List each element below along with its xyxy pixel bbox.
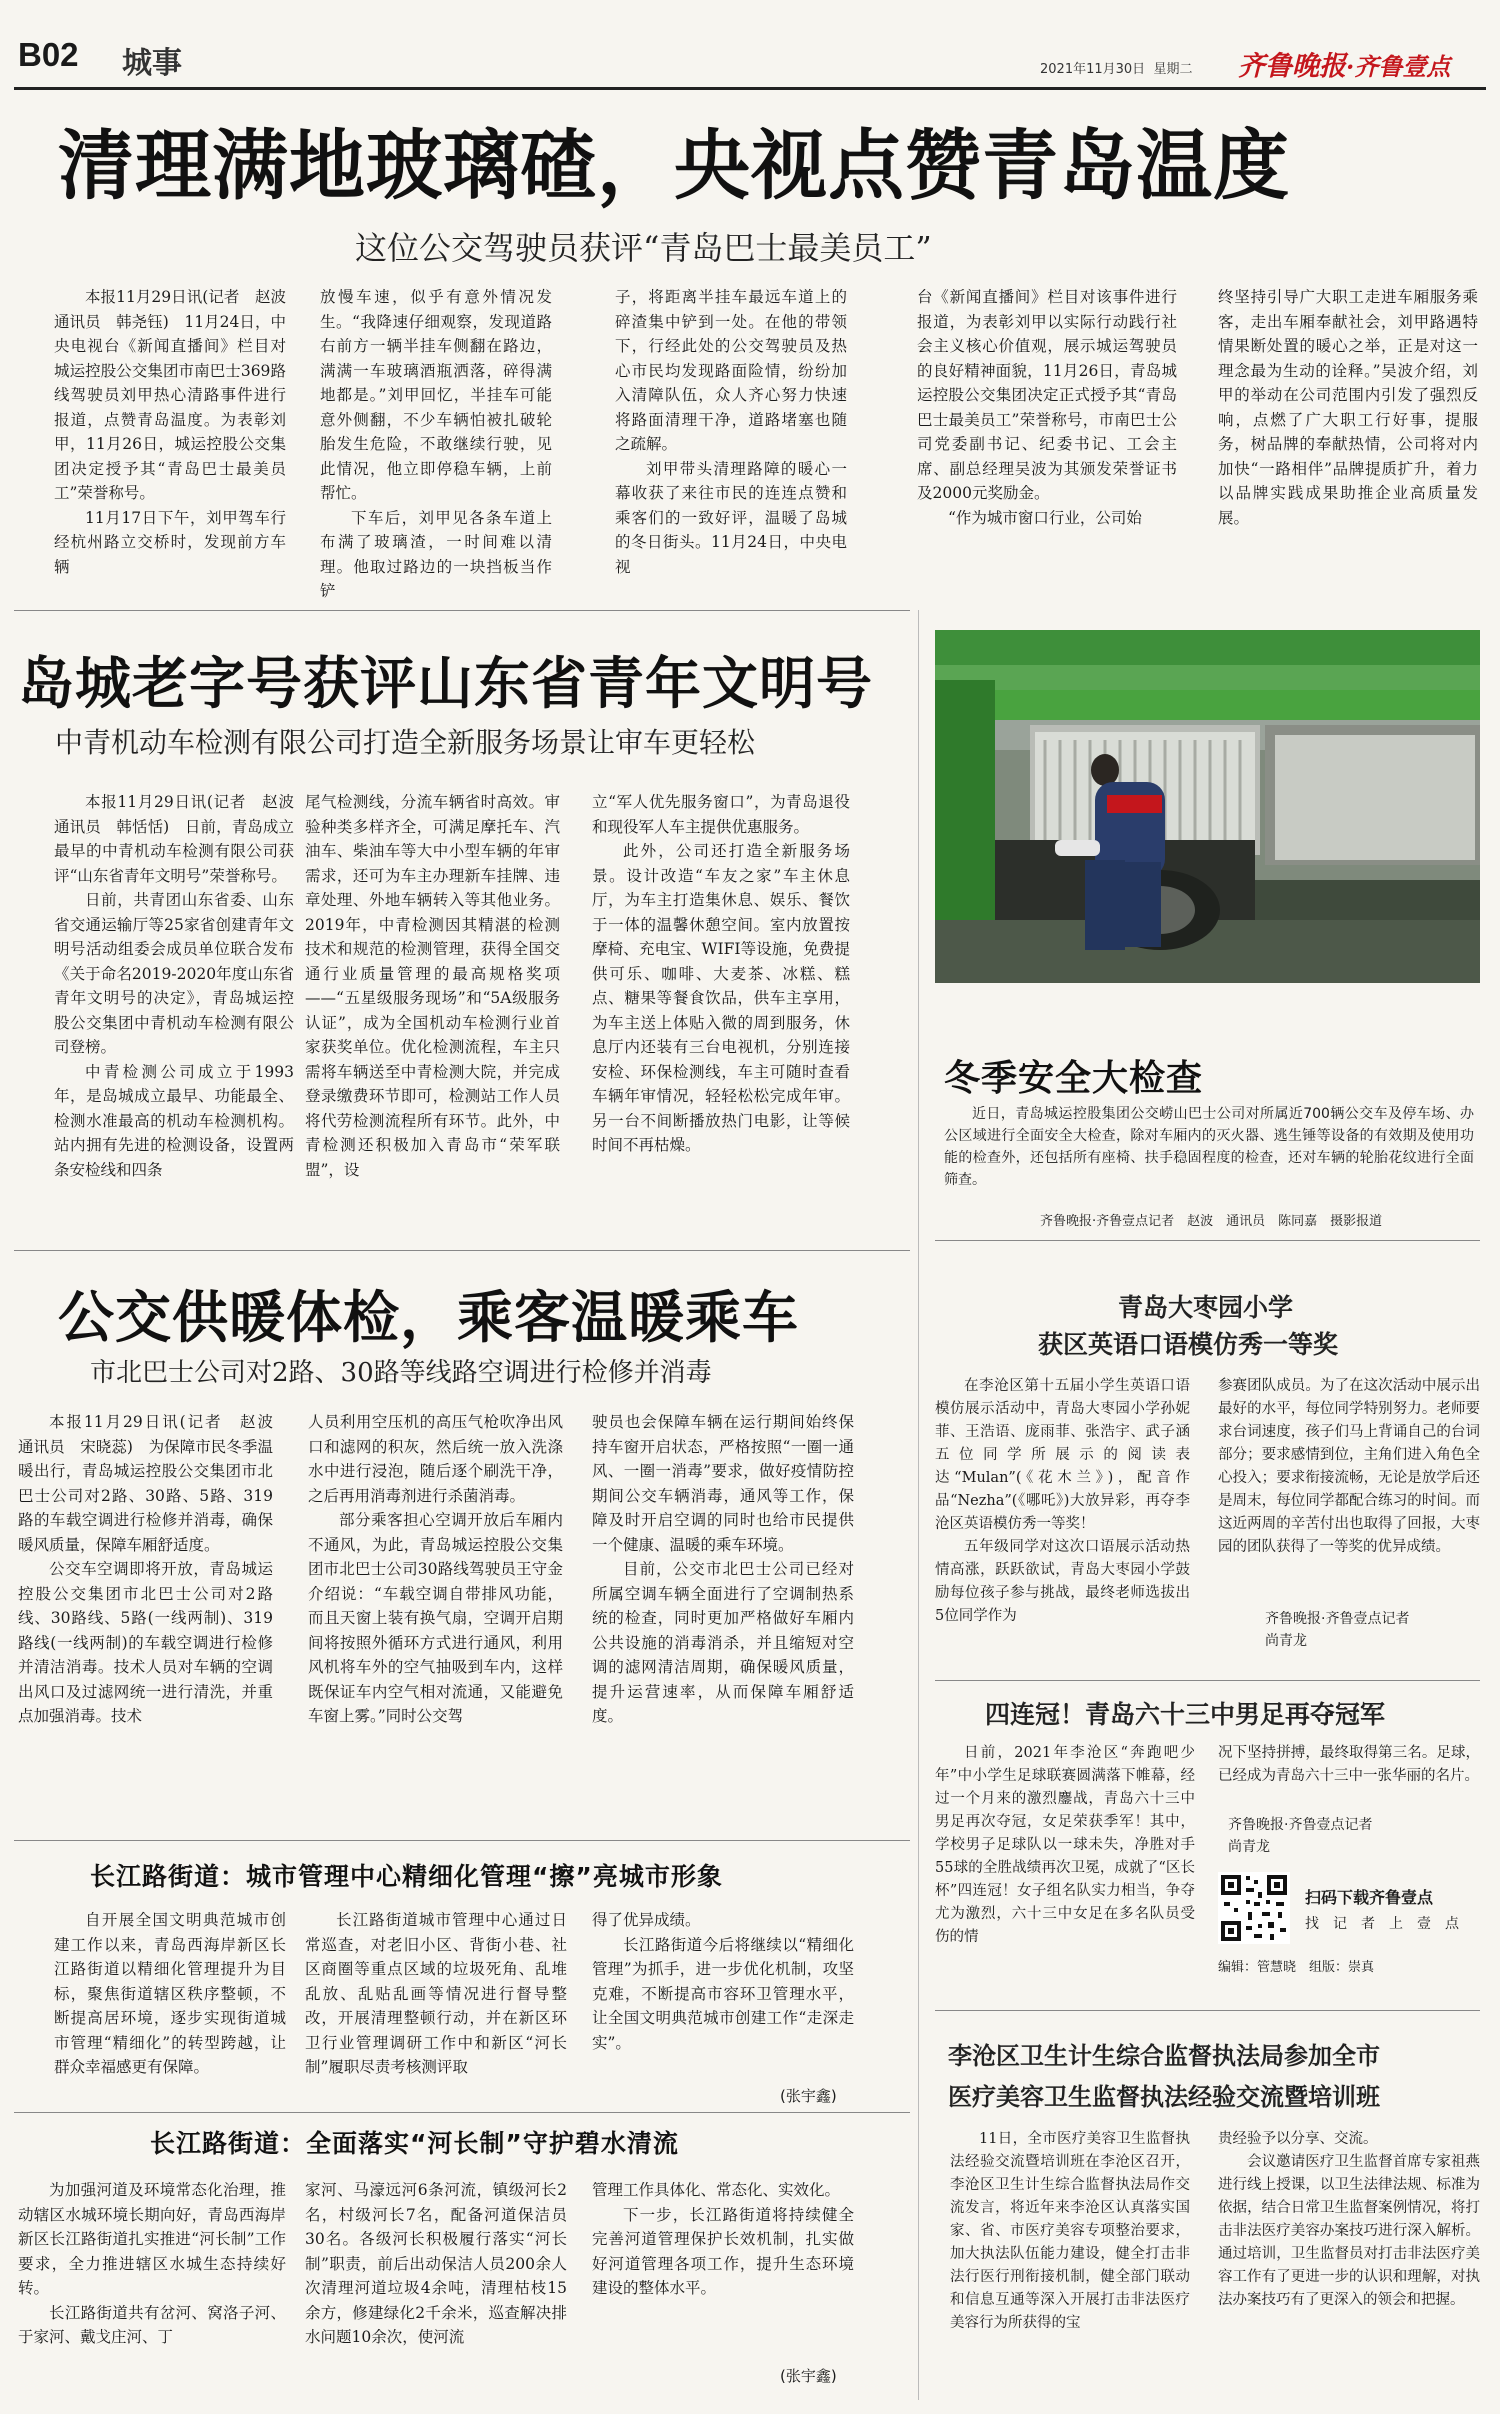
article1-title: 清理满地玻璃碴，央视点赞青岛温度: [58, 121, 1290, 210]
article8-col1: 11日，全市医疗美容卫生监督执法经验交流暨培训班在李沧区召开，李沧区卫生计生综合监督执法局作交流发言，将近年来李沧区认真落实国家、省、市医疗美容专项整治要求，加大执法队伍能力建设，健全打击非法行医行刑衔接机制，健全部门联动和信息互通等深入开展打击非法医疗美容行为所获得的宝: [950, 2131, 1190, 2331]
divider-1: [14, 610, 910, 611]
divider-right-3: [935, 2010, 1480, 2011]
article6-col2: 参赛团队成员。为了在这次活动中展示出最好的水平，每位同学特别努力。老师要求台词速度，孩子们马上背诵自己的台词部分；要求感情到位，主角们进入角色全心投入；要求衔接流畅，无论是放学后还是周末，每位同学都配合练习的时间。而这近两周的辛苦付出也取得了回报，大枣园的团队获得了一等奖的优异成绩。: [1218, 1378, 1480, 1555]
article8-title-line2: 医疗美容卫生监督执法经验交流暨培训班: [948, 2082, 1380, 2111]
article7-col2: 况下坚持拼搏，最终取得第三名。足球，已经成为青岛六十三中一张华丽的名片。: [1218, 1745, 1480, 1784]
page-number: [18, 36, 104, 82]
article3-col1: 本报11月29日讯(记者 赵波 通讯员 宋晓蕊) 为保障市民冬季温暖出行，青岛城运控股公交集团市北巴士公司对2路、30路、5路、319路的车载空调进行检修并消毒，确保暖风质量，保障车厢舒适度。 公交车空调即将开放，青岛城运控股公交集团市北巴士公司对2路线、30路线、5路(一线两制)、319路线(一线两制)的车载空调进行检修并清洁消毒。技术人员对车辆的空调出风口及过滤网统一进行清洗，并重点加强消毒。技术: [18, 1413, 289, 1725]
article3-subtitle: 市北巴士公司对2路、30路等线路空调进行检修并消毒: [90, 1358, 712, 1388]
article5-author: (张宇鑫): [780, 2367, 837, 2385]
divider-right-1: [935, 1240, 1480, 1241]
photo-story-caption: 近日，青岛城运控股集团公交崂山巴士公司对所属近700辆公交车及停车场、办公区域进行全面安全大检查，除对车厢内的灭火器、逃生锤等设备的有效期及使用功能的检查外，还包括所有座椅、扶手稳固程度的检查，还对车辆的轮胎花纹进行全面筛查。: [944, 1106, 1474, 1188]
article7-col1: 日前，2021年李沧区“奔跑吧少年”中小学生足球联赛圆满落下帷幕，经过一个月来的激烈鏖战，青岛六十三中男足再次夺冠，女足荣获季军！其中，学校男子足球队以一球未失，净胜对手55球的全胜战绩再次卫冕，成就了“区长杯”四连冠！女子组名队实力相当，争夺尤为激烈，六十三中女足在多名队员受伤的情: [935, 1745, 1195, 1945]
divider-2: [14, 1250, 910, 1251]
divider-4: [14, 2112, 910, 2113]
article2-col1: 本报11月29日讯(记者 赵波 通讯员 韩恬恬) 日前，青岛成立最早的中青机动车检测有限公司获评“山东省青年文明号”荣誉称号。 日前，共青团山东省委、山东省交通运输厅等25家省创建青年文明号活动组委会成员单位联合发布《关于命名2019-2020年度山东省青年文明号的决定》，青岛城运控股公交集团中青机动车检测有限公司登榜。 中青检测公司成立于1993年，是岛城成立最早、功能最全、检测水准最高的机动车检测机构。站内拥有先进的检测设备，设置两条安检线和四条: [54, 793, 310, 1179]
article1-col4: 台《新闻直播间》栏目对该事件进行报道，为表彰刘甲以实际行动践行社会主义核心价值观，展示城运驾驶员的良好精神面貌，11月26日，青岛城运控股公交集团决定正式授予其“青岛巴士最美员工”荣誉称号，市南巴士公司党委副书记、纪委书记、工会主席、副总经理吴波为其颁发荣誉证书及2000元奖励金。 “作为城市窗口行业，公司始: [917, 288, 1177, 527]
article4-col2: 长江路街道城市管理中心通过日常巡查，对老旧小区、背街小巷、社区商圈等重点区域的垃圾死角、乱堆乱放、乱贴乱画等情况进行督导整改，开展清理整顿行动，并在新区环卫行业管理调研工作中和新区“河长制”履职尽责考核测评取: [305, 1911, 567, 2076]
bus-inspection-photo: [935, 630, 1480, 983]
article4-col3: 得了优异成绩。 长江路街道今后将继续以“精细化管理”为抓手，进一步优化机制，攻坚克难，不断提高市容环卫管理水平，让全国文明典范城市创建工作“走深走实”。: [592, 1911, 854, 2052]
article1-subtitle: 这位公交驾驶员获评“青岛巴士最美员工”: [355, 229, 932, 267]
divider-3: [14, 1840, 910, 1841]
brand-logo: 齐鲁晚报·齐鲁壹点: [1238, 51, 1451, 82]
article4-col1: 自开展全国文明典范城市创建工作以来，青岛西海岸新区长江路街道以精细化管理提升为目标，聚焦街道辖区秩序整顿，不断提高居环境，逐步实现街道城市管理“精细化”的转型跨越，让群众幸福感更有保障。: [54, 1911, 286, 2076]
photo-story-title: 冬季安全大检查: [944, 1058, 1204, 1099]
editor-credit: 编辑：管慧晓 组版：崇真: [1218, 1960, 1375, 1975]
article2-subtitle: 中青机动车检测有限公司打造全新服务场景让审车更轻松: [55, 726, 756, 759]
article1-col3: 子，将距离半挂车最远车道上的碎渣集中铲到一处。在他的带领下，行经此处的公交驾驶员及热心市民均发现路面险情，纷纷加入清障队伍，众人齐心努力快速将路面清理干净，道路堵塞也随之疏解。 刘甲带头清理路障的暖心一幕收获了来往市民的连连点赞和乘客们的一致好评，温暖了岛城的冬日街头。11月24日，中央电视: [615, 288, 847, 576]
article6-credit: 齐鲁晚报·齐鲁壹点记者 尚青龙: [1265, 1611, 1410, 1649]
page-code: B02: [18, 36, 79, 73]
article5-col3: 管理工作具体化、常态化、实效化。 下一步，长江路街道将持续健全完善河道管理保护长效机制，扎实做好河道管理各项工作，提升生态环境建设的整体水平。: [592, 2181, 854, 2297]
article1-col1: 本报11月29日讯(记者 赵波 通讯员 韩尧钰) 11月24日，中央电视台《新闻直播间》栏目对城运控股公交集团市南巴士369路线驾驶员刘甲热心清路事件进行报道，点赞青岛温度。为表彰刘甲，11月26日，城运控股公交集团决定授予其“青岛巴士最美员工”荣誉称号。 11月17日下午，刘甲驾车行经杭州路立交桥时，发现前方车辆: [54, 288, 302, 576]
section-name: 城事: [122, 46, 182, 81]
article2-title: 岛城老字号获评山东省青年文明号: [18, 652, 873, 717]
qr-code-icon: [1218, 1872, 1290, 1944]
article4-title: 长江路街道：城市管理中心精细化管理“擦”亮城市形象: [90, 1862, 723, 1891]
article3-col2: 人员利用空压机的高压气枪吹净出风口和滤网的积灰，然后统一放入洗涤水中进行浸泡，随后逐个刷洗干净，之后再用消毒剂进行杀菌消毒。 部分乘客担心空调开放后车厢内不通风，为此，青岛城运控股公交集团市北巴士公司30路线驾驶员王守金介绍说：“车载空调自带排风功能，而且天窗上装有换气扇，空调开启期间将按照外循环方式进行通风，利用风机将车外的空气抽吸到车内，这样既保证车内空气相对流通，又能避免车窗上雾。”同时公交驾: [308, 1413, 563, 1725]
qr-caption: 扫码下载齐鲁壹点 找 记 者 上 壹 点: [1305, 1888, 1459, 1932]
article5-col1: 为加强河道及环境常态化治理，推动辖区水城环境长期向好，青岛西海岸新区长江路街道扎实推进“河长制”工作要求，全力推进辖区水城生态持续好转。 长江路街道共有岔河、窝洛子河、于家河、戴戈庄河、丁: [18, 2181, 286, 2346]
article8-title-line1: 李沧区卫生计生综合监督执法局参加全市: [948, 2041, 1380, 2070]
article6-title-line1: 青岛大枣园小学: [1118, 1293, 1294, 1322]
article6-col1: 在李沧区第十五届小学生英语口语模仿展示活动中，青岛大枣园小学孙妮菲、王浩语、庞雨菲、张浩宇、武子涵五位同学所展示的阅读表达“Mulan”(《花木兰》)，配音作品“Nezha”(《哪吒》)大放异彩，再夺李沧区英语模仿秀一等奖！ 五年级同学对这次口语展示活动热情高涨，跃跃欲试，青岛大枣园小学鼓励每位孩子参与挑战，最终老师选拔出5位同学作为: [935, 1378, 1190, 1624]
article3-title: 公交供暖体检，乘客温暖乘车: [58, 1286, 799, 1351]
header-rule: [14, 87, 1486, 90]
article3-col3: 驶员也会保障车辆在运行期间始终保持车窗开启状态，严格按照“一圈一通风、一圈一消毒”要求，做好疫情防控期间公交车辆消毒，通风等工作，保障及时开启空调的同时也给市民提供一个健康、温暖的乘车环境。 目前，公交市北巴士公司已经对所属空调车辆全面进行了空调制热系统的检查，同时更加严格做好车厢内公共设施的消毒消杀，并且缩短对空调的滤网清洁周期，确保暖风质量，提升运营速率，从而保障车厢舒适度。: [592, 1413, 854, 1725]
article7-title: 四连冠！青岛六十三中男足再夺冠军: [985, 1700, 1386, 1729]
qr-code[interactable]: [1218, 1872, 1290, 1944]
article2-col3: 立“军人优先服务窗口”，为青岛退役和现役军人车主提供优惠服务。 此外，公司还打造全新服务场景。设计改造“车友之家”车主休息厅，为车主打造集休息、娱乐、餐饮于一体的温馨休憩空间。室内放置按摩椅、充电宝、WIFI等设施，免费提供可乐、咖啡、大麦茶、冰糕、糕点、糖果等餐食饮品，供车主享用，为车主送上体贴入微的周到服务，休息厅内还装有三台电视机，分别连接安检、环保检测线，车主可随时查看车辆年审情况，轻轻松松完成年审。另一台不间断播放热门电影，让等候时间不再枯燥。: [592, 793, 850, 1154]
photo-story-credit: 齐鲁晚报·齐鲁壹点记者 赵波 通讯员 陈同嘉 摄影报道: [1040, 1214, 1383, 1229]
article5-col2: 家河、马濠远河6条河流，镇级河长2名，村级河长7名，配备河道保洁员30名。各级河长积极履行落实“河长制”职责，前后出动保洁人员200余人次清理河道垃圾4余吨，清理枯枝15余方，修建绿化2千余米，巡查解决排水问题10余次，使河流: [305, 2181, 567, 2346]
article2-col2: 尾气检测线，分流车辆省时高效。审验种类多样齐全，可满足摩托车、汽油车、柴油车等大中小型车辆的年审需求，还可为车主办理新车挂牌、违章处理、外地车辆转入等其他业务。2019年，中青检测因其精湛的检测技术和规范的检测管理，获得全国交通行业质量管理的最高规格奖项——“五星级服务现场”和“5A级服务认证”，成为全国机动车检测行业首家获奖单位。优化检测流程，车主只需将车辆送至中青检测大院，并完成登录缴费环节即可，检测站工作人员将代劳检测流程所有环节。此外，中青检测还积极加入青岛市“荣军联盟”，设: [305, 793, 560, 1179]
article6-title-line2: 获区英语口语模仿秀一等奖: [1038, 1330, 1339, 1359]
issue-date: 2021年11月30日 星期二: [1040, 62, 1193, 77]
article4-author: (张宇鑫): [780, 2087, 837, 2105]
photo-illustration: [935, 630, 1480, 983]
article8-col2: 贵经验予以分享、交流。 会议邀请医疗卫生监督首席专家祖燕进行线上授课，以卫生法律法规、标准为依据，结合日常卫生监督案例情况，将打击非法医疗美容办案技巧进行深入解析。通过培训，卫生监督员对打击非法医疗美容工作有了更进一步的认识和理解，对执法办案技巧有了更深入的领会和把握。: [1218, 2131, 1480, 2308]
article5-title: 长江路街道：全面落实“河长制”守护碧水清流: [150, 2129, 679, 2158]
gutter-rule: [918, 610, 919, 2400]
article1-col5: 终坚持引导广大职工走进车厢服务乘客，走出车厢奉献社会，刘甲路遇特情果断处置的暖心之举，正是对这一理念最为生动的诠释。”吴波介绍，刘甲的举动在公司范围内引发了强烈反响，点燃了广大职工行好事，提服务，树品牌的奉献热情，公司将对内加快“一路相伴”品牌提质扩升，着力以品牌实践成果助推企业高质量发展。: [1218, 288, 1478, 527]
article1-col2: 放慢车速，似乎有意外情况发生。“我降速仔细观察，发现道路右前方一辆半挂车侧翻在路边，满满一车玻璃酒瓶洒落，碎得满地都是。”刘甲回忆，半挂车可能意外侧翻，不少车辆怕被扎破轮胎发生危险，不敢继续行驶，见此情况，他立即停稳车辆，上前帮忙。 下车后，刘甲见各条车道上布满了玻璃渣，一时间难以清理。他取过路边的一块挡板当作铲: [320, 288, 552, 600]
divider-right-2: [935, 1680, 1480, 1681]
article7-credit: 齐鲁晚报·齐鲁壹点记者 尚青龙: [1228, 1817, 1373, 1855]
